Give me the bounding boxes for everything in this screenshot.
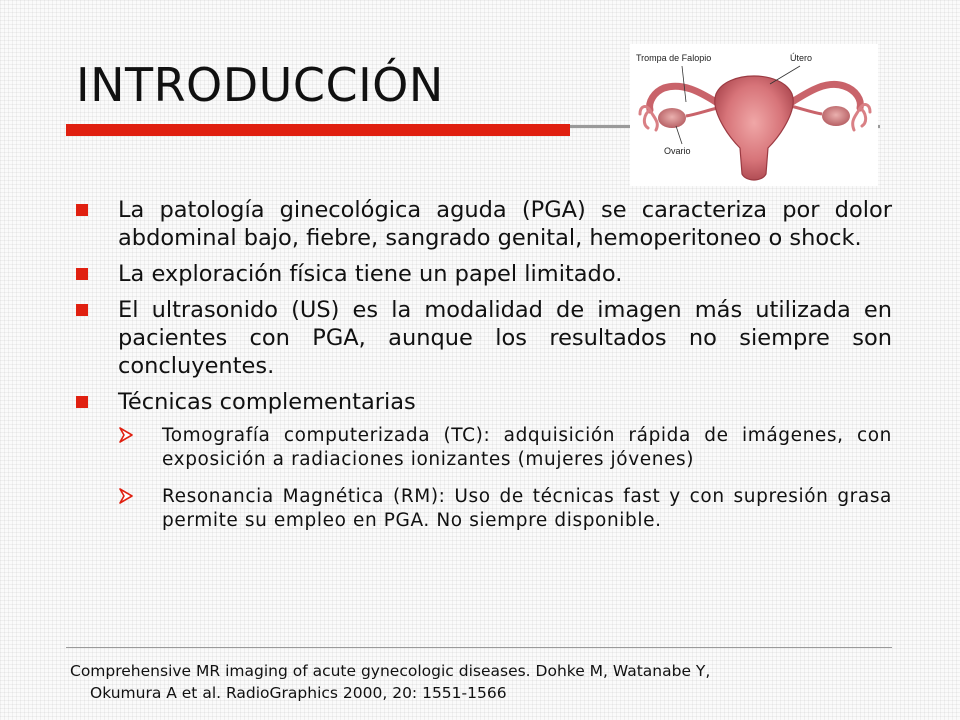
bullet-item — [70, 296, 892, 380]
bullet-item — [70, 260, 892, 288]
footer-divider — [66, 647, 892, 648]
bullet-text: El ultrasonido (US) es la modalidad de imagen más utilizada en pacientes con PGA, aunque los resultados no siempre son concluyentes. — [118, 297, 892, 379]
label-utero: Útero — [790, 53, 813, 63]
bullet-text: Técnicas complementarias — [118, 389, 416, 415]
sub-bullet-item — [118, 424, 892, 472]
square-bullet-icon — [76, 396, 88, 408]
bullet-text: La exploración física tiene un papel limitado. — [118, 261, 623, 287]
title-underline-red — [66, 124, 570, 136]
square-bullet-icon — [76, 268, 88, 280]
sub-bullet-text: Resonancia Magnética (RM): Uso de técnicas fast y con supresión grasa permite su empleo en PGA. No siempre disponible. — [162, 486, 892, 531]
label-trompa-de-falopio: Trompa de Falopio — [636, 53, 712, 63]
sub-bullet-item — [118, 485, 892, 533]
citation-line-2: Okumura A et al. RadioGraphics 2000, 20: 1551-1566 — [90, 684, 507, 702]
square-bullet-icon — [76, 204, 88, 216]
uterus-illustration — [630, 44, 878, 186]
arrow-bullet-icon — [118, 427, 134, 443]
citation-line-1: Comprehensive MR imaging of acute gynecologic diseases. Dohke M, Watanabe Y, — [70, 662, 711, 680]
main-bullet-list — [70, 196, 892, 546]
citation-footer — [70, 660, 870, 704]
uterus-diagram — [630, 44, 878, 186]
bullet-item — [70, 196, 892, 252]
sub-bullet-list — [118, 424, 892, 533]
label-ovario: Ovario — [664, 146, 691, 156]
sub-bullet-text: Tomografía computerizada (TC): adquisición rápida de imágenes, con exposición a radiaciones ionizantes (mujeres jóvenes) — [162, 425, 892, 470]
arrow-bullet-icon — [118, 488, 134, 504]
bullet-text: La patología ginecológica aguda (PGA) se caracteriza por dolor abdominal bajo, fiebre, sangrado genital, hemoperitoneo o shock. — [118, 197, 892, 251]
slide-title: INTRODUCCIÓN — [76, 58, 444, 112]
bullet-item — [70, 388, 892, 533]
square-bullet-icon — [76, 304, 88, 316]
